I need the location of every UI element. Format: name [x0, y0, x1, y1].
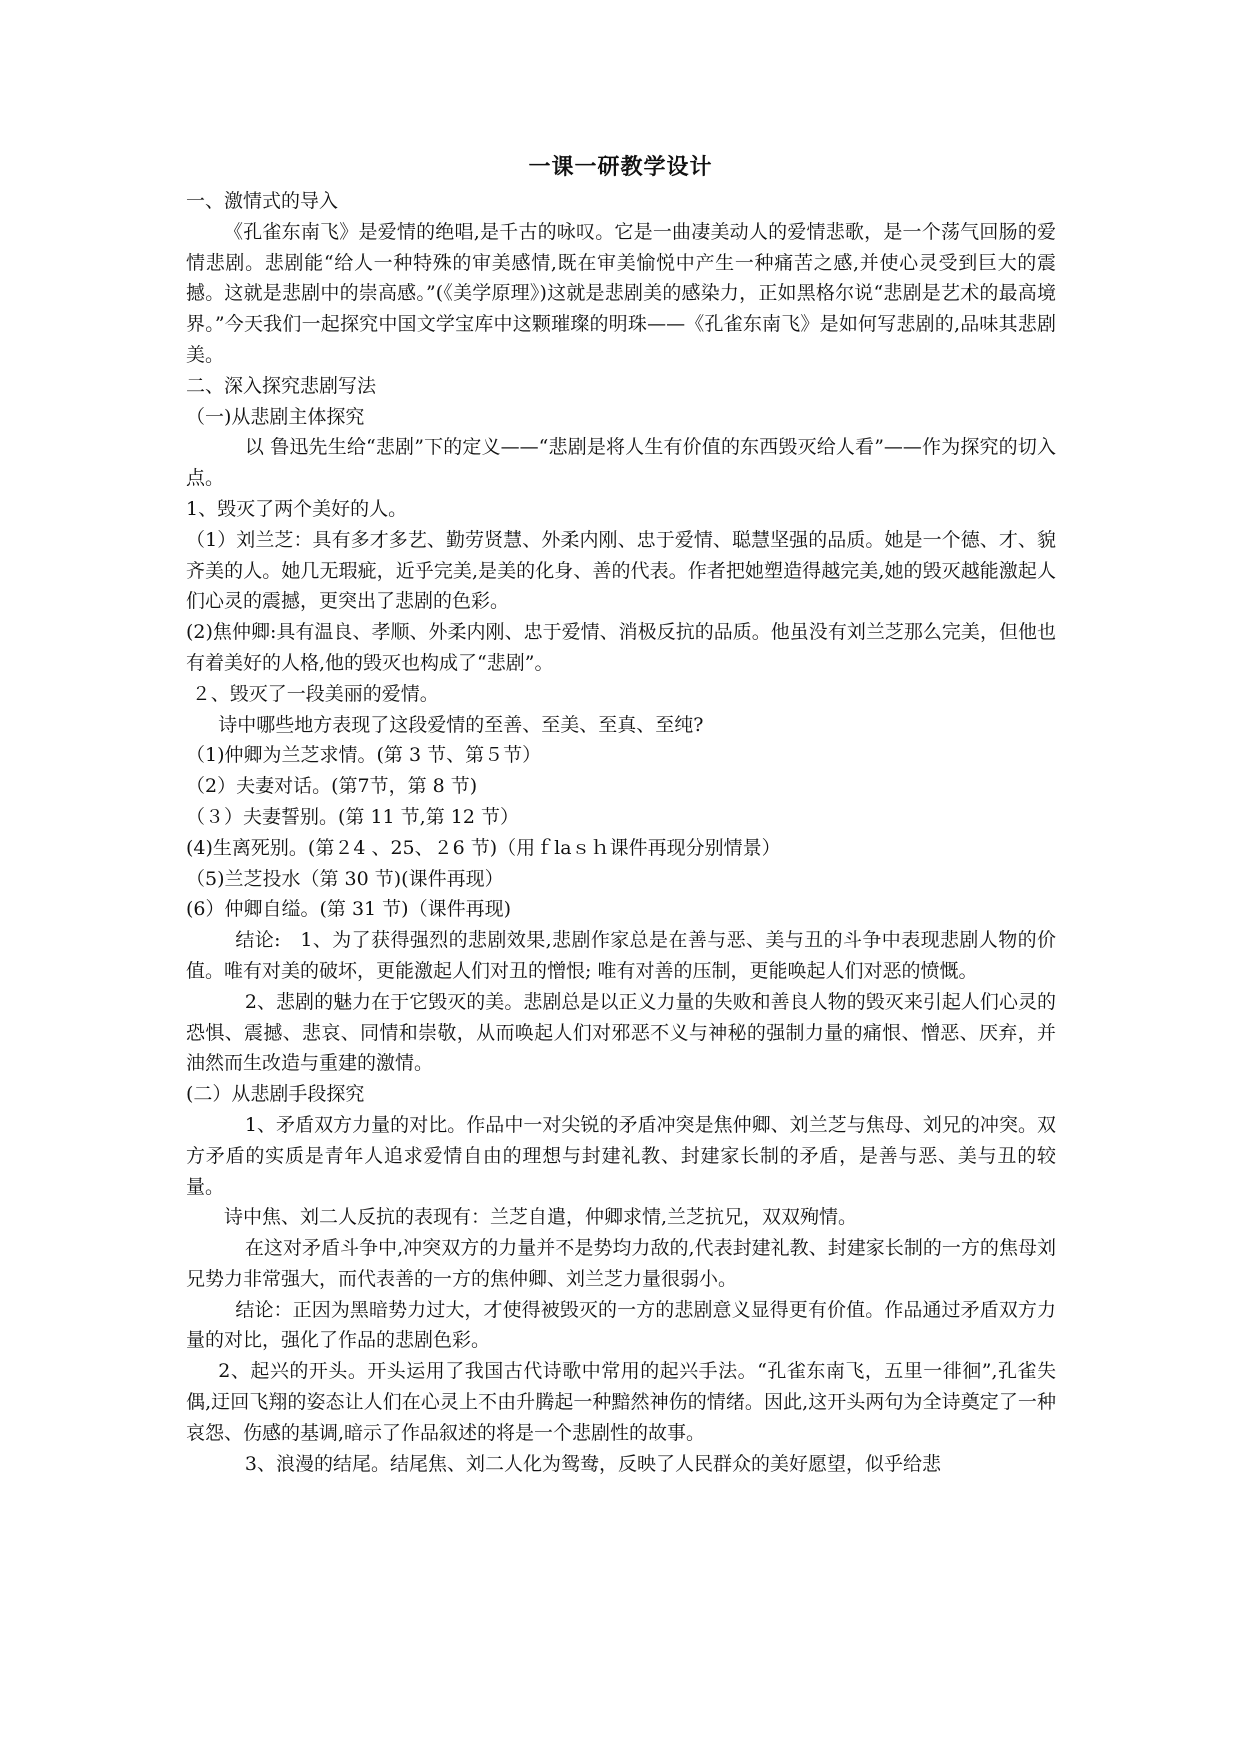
- list-item: （３）夫妻誓别。(第 11 节,第 12 节）: [186, 805, 519, 828]
- list-item: (6）仲卿自缢。(第 31 节)（课件再现): [186, 898, 511, 921]
- list-item: (4)生离死别。(第２4 、25、２6 节)（用ｆlaｓｈ课件再现分别情景）: [186, 836, 781, 859]
- paragraph: 诗中焦、刘二人反抗的表现有：兰芝自遣，仲卿求情,兰芝抗兄，双双殉情。: [224, 1206, 858, 1229]
- subsection-heading: (二）从悲剧手段探究: [186, 1083, 365, 1106]
- list-item: （1)仲卿为兰芝求情。(第 3 节、第５节）: [186, 744, 542, 767]
- list-heading: ２、毁灭了一段美丽的爱情。: [191, 682, 439, 705]
- document-body: [186, 186, 1056, 1479]
- paragraph: 《孔雀东南飞》是爱情的绝唱,是千古的咏叹。它是一曲凄美动人的爱情悲歌，是一个荡气回肠的爱情悲剧。悲剧能“给人一种特殊的审美感情,既在审美愉悦中产生一种痛苦之感,并使心灵受到巨大的震撼。这就是悲剧中的崇高感。”(《美学原理》)这就是悲剧美的感染力，正如黑格尔说“悲剧是艺术的最高境界。”今天我们一起探究中国文学宝库中这颗璀璨的明珠——《孔雀东南飞》是如何写悲剧的,品味其悲剧美。: [186, 220, 1056, 366]
- document-title: 一课一研教学设计: [528, 155, 713, 180]
- paragraph: 结论：正因为黑暗势力过大，才使得被毁灭的一方的悲剧意义显得更有价值。作品通过矛盾双方力量的对比，强化了作品的悲剧色彩。: [186, 1298, 1056, 1352]
- paragraph: 在这对矛盾斗争中,冲突双方的力量并不是势均力敌的,代表封建礼教、封建家长制的一方的焦母刘兄势力非常强大，而代表善的一方的焦仲卿、刘兰芝力量很弱小。: [186, 1237, 1056, 1290]
- paragraph: 以 鲁迅先生给“悲剧”下的定义——“悲剧是将人生有价值的东西毁灭给人看”——作为探究的切入点。: [186, 436, 1056, 490]
- list-item: （2）夫妻对话。(第7节，第 8 节): [186, 775, 478, 798]
- section-heading: 二、深入探究悲剧写法: [186, 374, 377, 397]
- section-heading: 一、激情式的导入: [186, 190, 339, 212]
- paragraph: 2、起兴的开头。开头运用了我国古代诗歌中常用的起兴手法。“孔雀东南飞，五里一徘徊”,孔雀失偶,迂回飞翔的姿态让人们在心灵上不由升腾起一种黯然神伤的情绪。因此,这开头两句为全诗奠定了一种哀怨、伤感的基调,暗示了作品叙述的将是一个悲剧性的故事。: [186, 1360, 1056, 1444]
- paragraph: 诗中哪些地方表现了这段爱情的至善、至美、至真、至纯?: [218, 713, 704, 736]
- paragraph: 1、矛盾双方力量的对比。作品中一对尖锐的矛盾冲突是焦仲卿、刘兰芝与焦母、刘兄的冲突。双方矛盾的实质是青年人追求爱情自由的理想与封建礼教、封建家长制的矛盾，是善与恶、美与丑的较量。: [186, 1113, 1056, 1198]
- paragraph: （1）刘兰芝：具有多才多艺、勤劳贤慧、外柔内刚、忠于爱情、聪慧坚强的品质。她是一个德、才、貌齐美的人。她几无瑕疵，近乎完美,是美的化身、善的代表。作者把她塑造得越完美,她的毁灭越能激起人们心灵的震撼，更突出了悲剧的色彩。: [186, 528, 1056, 613]
- paragraph: 3、浪漫的结尾。结尾焦、刘二人化为鸳鸯，反映了人民群众的美好愿望，似乎给悲: [244, 1452, 941, 1475]
- paragraph: (2)焦仲卿:具有温良、孝顺、外柔内刚、忠于爱情、消极反抗的品质。他虽没有刘兰芝那么完美，但他也有着美好的人格,他的毁灭也构成了“悲剧”。: [186, 621, 1056, 674]
- subsection-heading: （一)从悲剧主体探究: [186, 405, 365, 428]
- paragraph: 2、悲剧的魅力在于它毁灭的美。悲剧总是以正义力量的失败和善良人物的毁灭来引起人们心灵的恐惧、震撼、悲哀、同情和崇敬，从而唤起人们对邪恶不义与神秘的强制力量的痛恨、憎恶、厌弃，并油然而生改造与重建的激情。: [186, 990, 1056, 1075]
- paragraph: 结论: 1、为了获得强烈的悲剧效果,悲剧作家总是在善与恶、美与丑的斗争中表现悲剧人物的价值。唯有对美的破坏，更能激起人们对丑的憎恨; 唯有对善的压制，更能唤起人们对恶的愤慨。: [186, 929, 1056, 982]
- list-heading: 1、毁灭了两个美好的人。: [186, 497, 408, 520]
- list-item: （5)兰芝投水（第 30 节)(课件再现）: [186, 867, 504, 890]
